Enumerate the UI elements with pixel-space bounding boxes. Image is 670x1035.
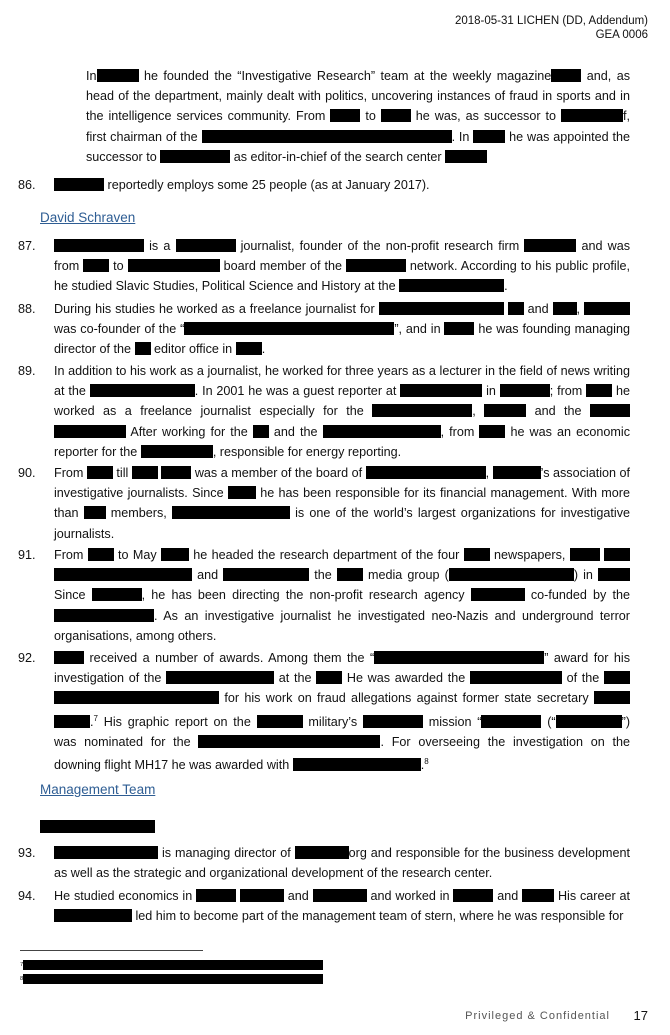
redaction	[524, 239, 576, 252]
redaction	[54, 178, 104, 191]
redaction	[202, 130, 452, 143]
redaction	[522, 889, 554, 902]
redaction	[316, 671, 342, 684]
redaction	[551, 69, 581, 82]
redaction	[471, 588, 525, 601]
redaction	[453, 889, 493, 902]
footnote-8: 8	[20, 974, 323, 987]
redaction	[366, 466, 486, 479]
page-number: 17	[633, 1008, 648, 1023]
redaction	[381, 109, 411, 122]
redaction	[54, 651, 84, 664]
section-heading-management-team: Management Team	[40, 782, 156, 797]
redaction	[257, 715, 303, 728]
redaction	[184, 322, 394, 335]
redaction	[379, 302, 504, 315]
confidentiality-label: Privileged & Confidential	[465, 1010, 610, 1022]
redaction	[584, 302, 630, 315]
redaction	[346, 259, 406, 272]
doc-reference: 2018-05-31 LICHEN (DD, Addendum)	[454, 15, 648, 27]
redaction	[90, 384, 195, 397]
redaction	[172, 506, 290, 519]
redaction	[400, 384, 482, 397]
redaction	[54, 609, 154, 622]
redaction	[54, 568, 192, 581]
redaction	[464, 548, 490, 561]
redaction	[54, 691, 219, 704]
doc-code: GEA 0006	[595, 29, 648, 41]
redaction	[363, 715, 423, 728]
redaction	[481, 715, 541, 728]
footnote-ref-7[interactable]: 7	[93, 713, 98, 723]
redaction	[223, 568, 309, 581]
redaction	[54, 425, 126, 438]
redaction	[253, 425, 269, 438]
redaction	[330, 109, 360, 122]
redaction	[54, 846, 158, 859]
redaction	[449, 568, 574, 581]
redaction	[161, 466, 191, 479]
footnote-separator	[20, 950, 203, 951]
redaction	[160, 150, 230, 163]
redaction	[374, 651, 544, 664]
redaction	[570, 548, 600, 561]
redaction	[598, 568, 630, 581]
redaction	[166, 671, 274, 684]
redaction	[323, 425, 441, 438]
redaction	[54, 715, 90, 728]
redaction	[586, 384, 612, 397]
redaction	[590, 404, 630, 417]
redaction	[228, 486, 256, 499]
redaction	[141, 445, 213, 458]
redaction	[176, 239, 236, 252]
redaction	[135, 342, 151, 355]
redaction	[236, 342, 262, 355]
redaction	[604, 548, 630, 561]
redaction	[92, 588, 142, 601]
redaction	[372, 404, 472, 417]
redaction	[295, 846, 349, 859]
redaction	[500, 384, 550, 397]
redaction	[87, 466, 113, 479]
redaction	[161, 548, 189, 561]
redaction	[313, 889, 367, 902]
document-header	[455, 14, 648, 42]
footnote-7: 7	[20, 960, 323, 973]
redaction	[88, 548, 114, 561]
redaction	[556, 715, 622, 728]
footnote-ref-8[interactable]: 8	[424, 757, 429, 767]
redaction	[84, 506, 106, 519]
redaction	[54, 909, 132, 922]
redaction	[132, 466, 158, 479]
redaction	[493, 466, 541, 479]
section-heading-david-schraven: David Schraven	[40, 210, 136, 225]
redaction	[561, 109, 623, 122]
redaction	[508, 302, 524, 315]
redaction	[83, 259, 109, 272]
redaction	[484, 404, 526, 417]
redaction	[23, 974, 323, 984]
redaction	[470, 671, 562, 684]
redaction	[473, 130, 505, 143]
redaction	[198, 735, 380, 748]
redaction	[444, 322, 474, 335]
redaction	[594, 691, 630, 704]
redaction	[128, 259, 220, 272]
redaction	[240, 889, 284, 902]
redaction	[399, 279, 504, 292]
redaction	[553, 302, 577, 315]
redaction	[337, 568, 363, 581]
redacted-subheading	[40, 820, 155, 833]
redaction	[479, 425, 505, 438]
redaction	[54, 239, 144, 252]
redaction	[23, 960, 323, 970]
redaction	[604, 671, 630, 684]
redaction	[196, 889, 236, 902]
redaction	[97, 69, 139, 82]
redaction	[445, 150, 487, 163]
redaction	[293, 758, 421, 771]
